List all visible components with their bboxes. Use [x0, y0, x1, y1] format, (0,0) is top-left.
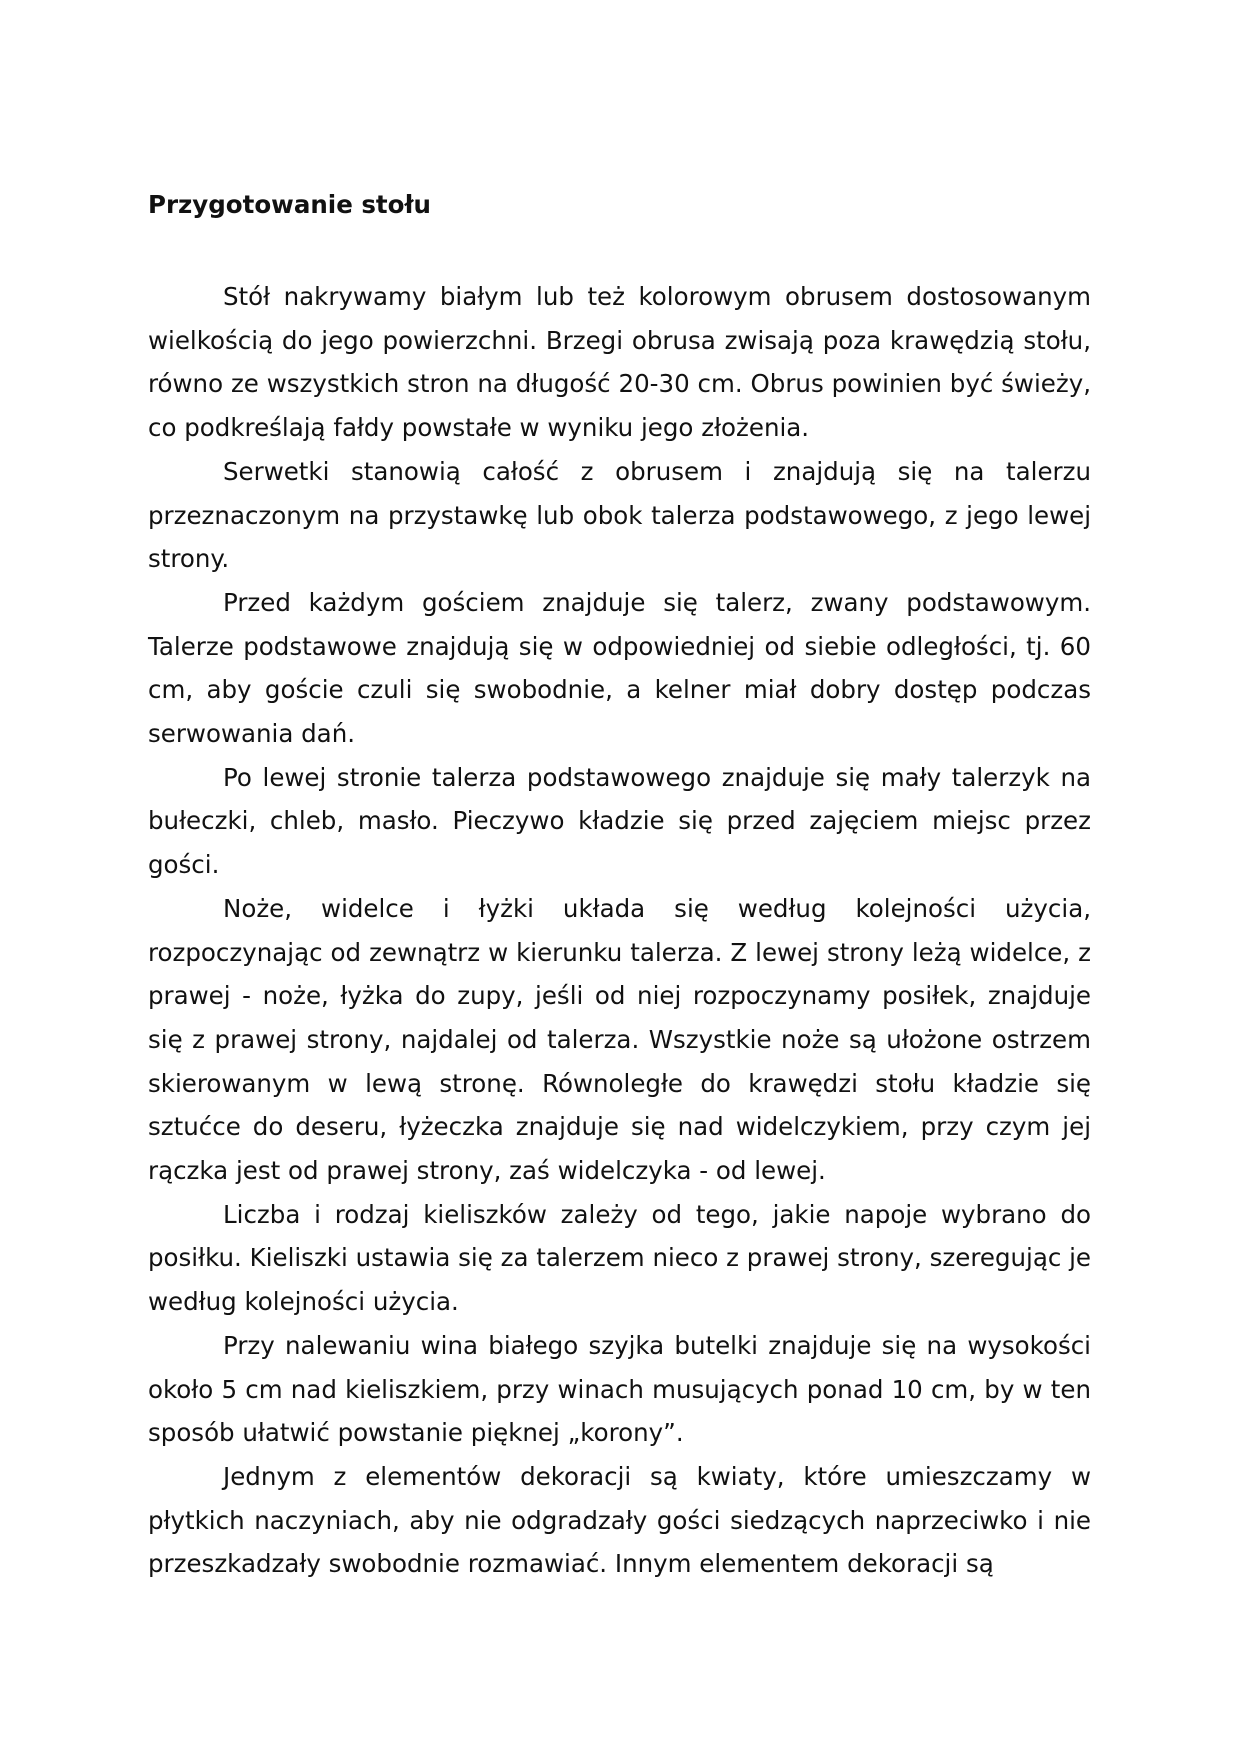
- paragraph-bread-plate: Po lewej stronie talerza podstawowego znajduje się mały talerzyk na bułeczki, chleb, masło. Pieczywo kładzie się przed zajęciem miejsc przez gości.: [148, 762, 1091, 880]
- paragraph-glasses: Liczba i rodzaj kieliszków zależy od tego, jakie napoje wybrano do posiłku. Kieliszki ustawia się za talerzem nieco z prawej strony, szeregując je według kolejności użycia.: [148, 1199, 1091, 1317]
- paragraph-base-plates: Przed każdym gościem znajduje się talerz, zwany podstawowym. Talerze podstawowe znajdują się w odpowiedniej od siebie odległości, tj. 60 cm, aby goście czuli się swobodnie, a kelner miał dobry dostęp podczas serwowania dań.: [148, 587, 1091, 749]
- document-title: Przygotowanie stołu: [148, 190, 431, 219]
- document-body: [148, 188, 1091, 1586]
- paragraph-wine-pouring: Przy nalewaniu wina białego szyjka butelki znajduje się na wysokości około 5 cm nad kieliszkiem, przy winach musujących ponad 10 cm, by w ten sposób ułatwić powstanie pięknej „korony”.: [148, 1330, 1091, 1448]
- paragraph-decorations: Jednym z elementów dekoracji są kwiaty, które umieszczamy w płytkich naczyniach, aby nie odgradzały gości siedzących naprzeciwko i nie przeszkadzały swobodnie rozmawiać. Innym elementem dekoracji są: [148, 1461, 1091, 1579]
- paragraph-cutlery: Noże, widelce i łyżki układa się według kolejności użycia, rozpoczynając od zewnątrz w kierunku talerza. Z lewej strony leżą widelce, z prawej - noże, łyżka do zupy, jeśli od niej rozpoczynamy posiłek, znajduje się z prawej strony, najdalej od talerza. Wszystkie noże są ułożone ostrzem skierowanym w lewą stronę. Równoległe do krawędzi stołu kładzie się sztućce do deseru, łyżeczka znajduje się nad widelczykiem, przy czym jej rączka jest od prawej strony, zaś widelczyka - od lewej.: [148, 893, 1091, 1186]
- paragraph-tablecloth: Stół nakrywamy białym lub też kolorowym obrusem dostosowanym wielkością do jego powierzchni. Brzegi obrusa zwisają poza krawędzią stołu, równo ze wszystkich stron na długość 20-30 cm. Obrus powinien być świeży, co podkreślają fałdy powstałe w wyniku jego złożenia.: [148, 282, 1091, 443]
- paragraph-napkins: Serwetki stanowią całość z obrusem i znajdują się na talerzu przeznaczonym na przystawkę lub obok talerza podstawowego, z jego lewej strony.: [148, 456, 1091, 574]
